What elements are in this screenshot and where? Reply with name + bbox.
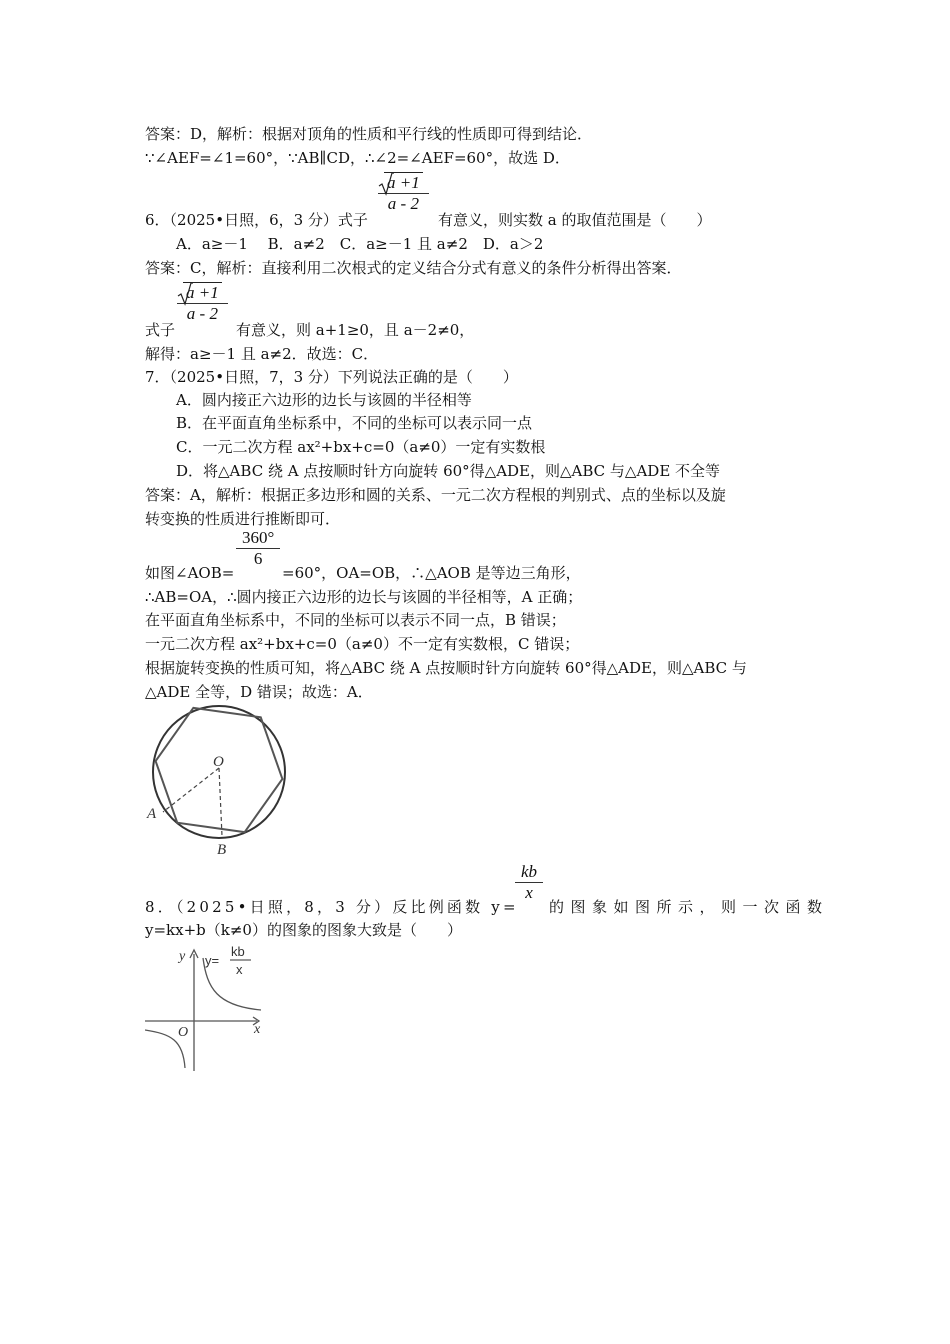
a7-numerator: 360° bbox=[242, 528, 275, 547]
formula-numerator: kb bbox=[231, 944, 245, 959]
answer-7-line8: △ADE 全等，D 错误；故选：A． bbox=[145, 683, 373, 701]
label-b: B bbox=[217, 842, 227, 858]
a6-fraction bbox=[177, 282, 228, 324]
answer-6-line2-post: 有意义，则 a+1≥0，且 a－2≠0， bbox=[236, 321, 475, 339]
answer-6-line3: 解得：a≥－1 且 a≠2．故选：C． bbox=[145, 345, 379, 363]
answer-5-line1: 答案：D，解析：根据对顶角的性质和平行线的性质即可得到结论． bbox=[145, 125, 593, 143]
q6-denominator: a - 2 bbox=[387, 194, 419, 213]
q8-stem-post: 的图象如图所示，则一次函数 bbox=[549, 898, 829, 916]
axis-label-x: x bbox=[254, 1022, 261, 1037]
q6-fraction bbox=[378, 172, 429, 214]
answer-7-line3-post: =60°，OA=OB，∴△AOB 是等边三角形， bbox=[282, 564, 581, 582]
answer-6-line2-pre: 式子 bbox=[145, 321, 176, 339]
answer-7-line5: 在平面直角坐标系中，不同的坐标可以表示不同一点，B 错误； bbox=[145, 611, 566, 629]
q7-option-d: D．将△ABC 绕 A 点按顺时针方向旋转 60°得△ADE，则△ABC 与△ADE 不全等 bbox=[176, 462, 721, 480]
a7-fraction bbox=[236, 528, 280, 569]
answer-5-line2: ∵∠AEF=∠1=60°，∵AB∥CD，∴∠2=∠AEF=60°，故选 D． bbox=[145, 149, 570, 167]
q7-option-c: C．一元二次方程 ax²+bx+c=0（a≠0）一定有实数根 bbox=[176, 438, 546, 456]
origin-label: O bbox=[178, 1025, 189, 1040]
q7-option-b: B．在平面直角坐标系中，不同的坐标可以表示同一点 bbox=[176, 414, 533, 432]
a7-denominator: 6 bbox=[253, 549, 263, 568]
a6-denominator: a - 2 bbox=[186, 304, 218, 323]
q8-stem-pre: 8．（2025•日照，8，3 分）反比例函数 y= bbox=[145, 898, 519, 916]
q8-fraction bbox=[515, 862, 543, 903]
answer-6-line1: 答案：C，解析：直接利用二次根式的定义结合分式有意义的条件分析得出答案． bbox=[145, 259, 682, 277]
q8-numerator: kb bbox=[521, 862, 538, 881]
a6-numerator: a +1 bbox=[177, 282, 228, 303]
q8-stem-line2: y=kx+b（k≠0）的图象的图象大致是（ ） bbox=[145, 921, 462, 939]
q6-numerator: a +1 bbox=[378, 172, 429, 193]
answer-7-line1: 答案：A，解析：根据正多边形和圆的关系、一元二次方程根的判别式、点的坐标以及旋 bbox=[145, 486, 726, 504]
hexagon-circle-figure bbox=[145, 700, 295, 860]
q7-stem: 7．（2025•日照，7，3 分）下列说法正确的是（ ） bbox=[145, 368, 518, 386]
answer-7-line4: ∴AB=OA，∴圆内接正六边形的边长与该圆的半径相等，A 正确； bbox=[145, 588, 583, 606]
answer-7-line2: 转变换的性质进行推断即可． bbox=[145, 510, 341, 528]
answer-7-line7: 根据旋转变换的性质可知，将△ABC 绕 A 点按顺时针方向旋转 60°得△ADE，则△ABC 与 bbox=[145, 659, 747, 677]
formula-prefix: y= bbox=[205, 953, 220, 968]
q6-stem-post: 有意义，则实数 a 的取值范围是（ ） bbox=[438, 211, 712, 229]
q7-option-a: A．圆内接正六边形的边长与该圆的半径相等 bbox=[176, 391, 472, 409]
label-a: A bbox=[147, 806, 157, 822]
q6-options: A．a≥－1 B．a≠2 C．a≥－1 且 a≠2 D．a＞2 bbox=[176, 235, 544, 253]
answer-7-line6: 一元二次方程 ax²+bx+c=0（a≠0）不一定有实数根，C 错误； bbox=[145, 635, 580, 653]
answer-7-line3-pre: 如图∠AOB= bbox=[145, 564, 235, 582]
q6-stem-pre: 6．（2025•日照，6，3 分）式子 bbox=[145, 211, 368, 229]
inverse-function-graph bbox=[145, 940, 270, 1075]
q8-denominator: x bbox=[525, 883, 533, 902]
axis-label-y: y bbox=[179, 949, 186, 964]
formula-denominator: x bbox=[236, 962, 243, 977]
label-o: O bbox=[213, 754, 224, 770]
